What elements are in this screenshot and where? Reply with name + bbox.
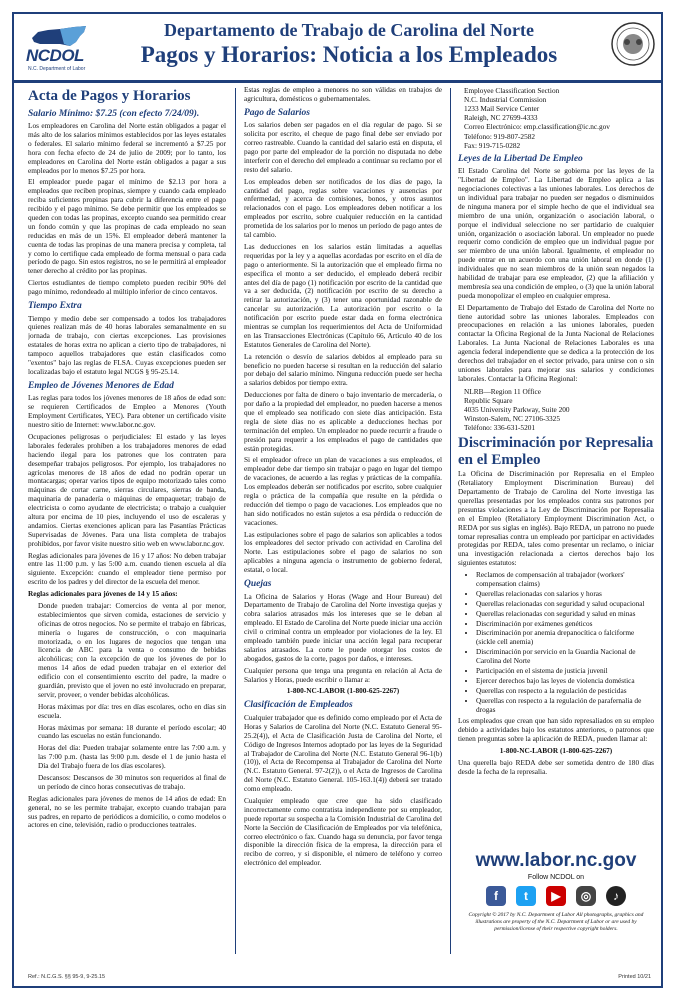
list-item: • Querellas relacionadas con seguridad y salud en minas [476,610,654,619]
podcast-icon[interactable]: ♪ [606,886,626,906]
paragraph: Los empleados deben ser notificados de los días de pago, la cantidad del pago, reglas sobre vacaciones y ausencias por enfermedad, y acerca de comisiones, bonos, y otros asuntos relacionados con el pago. Los empleadores deben notificar a los empleados por escrito, sobre cualquier reducción en la cantidad prometida de los salarios por lo menos un período de pago antes de tal cambio. [244,176,442,240]
list-item: • Querellas con respecto a la regulación de parafernalia de drogas [476,697,654,715]
subheading-pago-salarios: Pago de Salarios [244,107,310,118]
paragraph: Descansos: Descansos de 30 minutos son requeridos al final de un período de cinco horas consecutivas de trabajo. [38,773,226,791]
paragraph: Ciertos estudiantes de tiempo completo pueden recibir 90% del pago mínimo, redondeado al múltiplo inferior de cinco centavos. [28,278,226,297]
subheading-tiempo-extra: Tiempo Extra [28,301,82,311]
paragraph: La retención o desvío de salarios debidos al empleado para su beneficio no pueden hacerse si resultan en la reducción del salario por debajo del salario mínimo. Ninguna reducción puede ser hecha a salarios debidos por tiempo extra. [244,351,442,388]
address-line: NLRB—Region 11 Office [464,386,542,396]
address-line: N.C. Industrial Commission [464,95,547,105]
paragraph: Tiempo y medio debe ser compensado a todos los trabajadores quienes realizan más de 40 horas laborales semanalmente en su jornada de trabajo, con ciertas excepciones. Las provisiones estatales de horas extra no aplican a cierto tipo de trabajadores, ni tampoco aquellos trabajadores que están clasificados como "exentos" bajo las reglas de FLSA. Cuyas excepciones pueden ser localizadas bajo el estatuto legal NCGS § 95-25.14. [28,313,226,376]
list-item: • Discriminación por anemia drepanocítica o falciforme (sickle cell anemia) [476,629,654,647]
address-block-nlrb [458,387,654,433]
address-line: Teléfono: 336-631-5201 [464,423,536,433]
facebook-icon[interactable]: f [486,886,506,906]
paragraph: Ocupaciones peligrosas o perjudiciales: El estado y las leyes laborales federales prohíben a los trabajadores menores de edad haciendo ilegal para los patrones que los contraten para desempeñar trabajos peligrosos. Por ejemplo, los trabajadores no agrícolas menores de 18 años de edad no podrán operar un montacargas; operar varios tipos de equipo motorizado tales como máquinas de cortar carne, sierras circulares, sierras de banda, maquinaria de panadería o máquinas de empaquetar; trabajo de electricista o como ayudante de electricista; o trabajo a cualquier altura por encima de 10 pies, incluyendo el uso de escaleras y andamios. Ciertas exenciones aplican para las Pasantías Prácticas Supervisadas de Jóvenes. Para una lista completa de trabajos prohibidos, por favor visite nuestro sitio web en www.labor.nc.gov. [28,431,226,548]
column-2 [244,86,442,962]
address-line: 1233 Mail Service Center [464,104,540,114]
address-line: Republic Square [464,395,513,405]
address-line: 4035 University Parkway, Suite 200 [464,404,570,414]
column-divider [235,88,236,954]
paragraph: Una querella bajo REDA debe ser sometida dentro de 180 días desde la fecha de la represalia. [458,757,654,776]
poster [12,12,663,988]
column-3 [458,86,654,962]
follow-label: Follow NCDOL on [527,874,585,881]
phone-number: 1-800-NC-LABOR (1-800-625-2267) [499,746,613,756]
paragraph: La Oficina de Discriminación por Represalia en el Empleo (Retaliatory Employment Discrimination Bureau) del Departamento de Trabajo de Carolina del Norte investiga las querellas presentadas por los empleados contra sus patronos por presuntas violaciones a la Ley de Discriminación por Represalia en el Empleo (Retaliatory Employment Discrimination Act, o REDA por sus siglas en inglés). Bajo REDA, un patrono no puede tomar represalias contra un empleado por participar en actividades protegidas por REDA, tales como presentar un reclamo, o iniciar una investigación relacionada a ciertos derechos bajo los siguientes estatutos: [458,469,654,568]
address-block-classification [458,86,654,150]
page-title: Pagos y Horarios: Noticia a los Empleados [140,42,558,67]
column-1 [28,86,226,962]
paragraph: Los empleadores en Carolina del Norte están obligados a pagar el más alto de los salarios mínimos establecidos por las leyes estatales o federales. El salario mínimo federal se incrementó a $7.25 por hora con fecha efecto de 24 de julio de 2009; por lo tanto, los empleadores en Carolina del Norte están obligados a pagar a sus empleados por lo menos $7.25 por hora. [28,121,226,175]
address-line: Fax: 919-715-0282 [464,140,521,150]
paragraph: Donde pueden trabajar: Comercios de venta al por menor, establecimientos que sirven comida, estaciones de servicio y oficinas de otros negocios. No se permite el trabajo en fábricas, minería o lugares de construcción, o con maquinaria motorizada, o en los lugares de negocios que tengan una licencia de ABC para la venta o consumo de bebidas alcohólicas; con la excepción de que los jóvenes de por lo menos 14 años de edad pueden trabajar en el exterior del edificio con el consentimiento escrito del padre, la madre o guardián, previsto que el joven no esté involucrado en preparar, servir, proveer, o vender bebidas alcohólicas. [38,600,226,699]
logo-subtitle: N.C. Department of Labor [28,66,86,72]
paragraph: Horas máximas por día: tres en días escolares, ocho en días sin escuela. [38,701,226,720]
paragraph: La Oficina de Salarios y Horas (Wage and Hour Bureau) del Departamento de Trabajo de Carolina del Norte investiga quejas y cobra salarios atrasados más los intereses que se le deban al empleado. El Estado de Carolina del Norte puede iniciar una acción civil o criminal contra un empleador por violaciones de la ley. El empleado también puede iniciar una acción legal para recuperar salarios atrasados. La corte le puede otorgar los costos de abogados, gastos de la corte, pagos por daños, e intereses. [244,591,442,663]
paragraph: Horas máximas por semana: 18 durante el período escolar; 40 cuando las escuelas no están funcionando. [38,722,226,741]
department-name: Departamento de Trabajo de Carolina del Norte [164,20,534,40]
list-item: • Reclamos de compensación al trabajador (workers' compensation claims) [476,571,654,589]
logo-text: NCDOL [26,46,84,65]
subheading-libertad-empleo: Leyes de la Libertad De Empleo [458,153,583,164]
paragraph: Cualquier trabajador que es definido como empleado por el Acta de Horas y Salarios de Carolina del Norte (N.C. Estatuto General 95-25.2(4)), el Acta de Clasificación Justa de Carolina del Norte, el Código de Ingresos Internos adoptado por las leyes de la Seguridad al Trabajador de Carolina del Norte (N.C. Estatuto General 96-1(b) (10)), el Acta de Recompensa al Trabajador de Carolina del Norte (N.C. Estatuto General. 97-2(2)), o el Acta de Ingresos de Carolina del Norte (N.C. Estatuto General. 105-163.1(4)) deberá ser tratado como empleado. [244,712,442,794]
phone-number: 1-800-NC-LABOR (1-800-625-2267) [286,686,400,696]
footer-reference: Ref.: N.C.G.S. §§ 95-9, 9-25.15 [28,974,106,980]
ncdol-logo [24,24,90,74]
list-item: • Discriminación por servicio en la Guardia Nacional de Carolina del Norte [476,648,654,666]
web-and-social-block [458,850,654,933]
paragraph: El empleador puede pagar el mínimo de $2.13 por hora a empleados que reciben propinas, siempre y cuando cada empleado reciba suficientes propinas para cubrir la diferencia entre el pago recibido y el pago mínimo. Se debe permitir que los empleados se queden con todas las propinas, excepto cuando sea permitido crear un fondo común y que las propinas de cada empleado no sean reducidas en más de un 15%. El empleador deberá mantener la cuenta de todas las propinas de una manera precisa y completa, tal y como lo certifique cada empleado de forma mensual o para cada período de pago. Sin estos registros, no se le permitirá al empleador tener derecho al crédito por las propinas. [28,177,226,276]
subheading-salario-minimo: Salario Mínimo: $7.25 (con efecto 7/24/09). [28,108,200,119]
address-line: Employee Classification Section [464,86,560,95]
address-line: Correo Electrónico: emp.classification@ic.nc.gov [464,122,610,132]
website-link[interactable]: www.labor.nc.gov [475,850,637,871]
youtube-icon[interactable]: ▶ [546,886,566,906]
subheading-quejas: Quejas [244,579,272,589]
list-item: • Querellas relacionadas con seguridad y salud ocupacional [476,600,654,609]
paragraph: Los empleados que crean que han sido represaliados en su empleo debido a actividades bajo los estatutos anteriores, o patronos que tienen preguntas sobre la aplicación de REDA, pueden llamar al: [458,716,654,744]
paragraph: El Departamento de Trabajo del Estado de Carolina del Norte no tiene autoridad sobre las uniones laborales. Empleados con preocupaciones en relación a las uniones laborales, pueden contactar la Oficina Regional de la Junta Nacional de Relaciones Laborales. La Junta Nacional de Relaciones Laborales es una agencia federal independiente que se dedica a la protección de los derechos del trabajador en el sector privado, para unirse con o sin uniones laborales para mejorar sus salarios y condiciones laborales. Contactar la Oficina Regional: [458,302,654,383]
address-line: Raleigh, NC 27699-4333 [464,113,538,123]
list-item: • Participación en el sistema de justicia juvenil [476,667,654,676]
paragraph: Cualquier empleado que cree que ha sido clasificado incorrectamente como contratista independiente por su empleador, puede reportar su sospecha a la Comisión Industrial de Carolina del Norte la Sección de Clasificación de Empleados por vía telefónica, correo electrónico o fax. Cuando haga su denuncia, por favor tenga disponible la dirección física de la empresa, la dirección para el recibo de correo, y si disponible, el número de teléfono y correo electrónico del empleador. [244,795,442,868]
section-heading-discriminacion: Discriminación por Represalia en el Empleo [458,435,654,468]
list-item: • Querellas con respecto a la regulación de pesticidas [476,687,654,696]
paragraph: Las reglas para todos los jóvenes menores de 18 años de edad son: se requieren Certificados de Empleo a Menores (Youth Employment Certificates, YEC). Para obtener un certificado visite nuestro sitio de Internet: www.labor.nc.gov. [28,393,226,430]
header-divider [14,80,663,83]
nc-map-icon [30,24,88,48]
paragraph: Cualquier persona que tenga una pregunta en relación al Acta de Salarios y Horas, puede escribir o llamar a: [244,665,442,684]
statutes-list [476,571,654,714]
paragraph: Reglas adicionales para jóvenes de 14 y 15 años: [28,589,178,599]
paragraph: Los salarios deben ser pagados en el día regular de pago. Si se solicita por escrito, el cheque de pago final debe ser enviado por correo rastreable. Cuando la cantidad del salario está en disputa, el pago por parte del empleador de la porción no disputada no debe interferir con el derecho del empleado a continuar su reclamo por el resto del salario. [244,120,442,174]
paragraph: Deducciones por falta de dinero o bajo inventario de mercadería, o por daño a la propiedad del empleador, no pueden hacerse a menos que el empleado sea notificado con siete días anticipación. Esta regla de siete días no es aplicable a deducciones hechas por terminación del empleo. Un empleador no puede recurrir a fraude o presión para requerir a los empleados el pago de cantidades que están protegidas. [244,390,442,453]
paragraph: Si el empleador ofrece un plan de vacaciones a sus empleados, el empleador debe dar tiempo sin trabajar o pago en lugar del tiempo de vacaciones, de acuerdo a las reglas y prácticas de la compañía. Los empleados deberán ser notificados por escrito, sobre cualquier regla o práctica de la compañía que resulte en la pérdida o reducción del tiempo o pago de vacaciones. Los empleados que no han sido notificados no están sujetos a esa pérdida o reducción de vacaciones. [244,455,442,527]
paragraph: Las deducciones en los salarios están limitadas a aquellas requeridas por la ley y a aquellas acordadas por escrito en el día de pago o anteriormente. Si la autorización que el empleado firma no específica el monto a ser deducido, el empleado deberá recibir antes del día de pago (1) notificación por escrito de la cantidad que va a ser deducida, (2) notificación por escrito de su derecho a retirar la autorización, y (3) tener una oportunidad razonable de cancelar su autorización. La autorización por escrito o la notificación por escrito puede estar dada en forma electrónica mientras se cumplan los requerimientos del Acta de Uniformidad en las Transacciones Electrónicas (Capítulo 66, Artículo 40 de los Estatutos Generales de Carolina del Norte). [244,241,442,349]
footer-printed: Printed 10/21 [618,974,651,980]
twitter-icon[interactable]: t [516,886,536,906]
column-divider [450,88,451,954]
paragraph: Reglas adicionales para jóvenes de 16 y 17 años: No deben trabajar entre las 11:00 p.m. y las 5:00 a.m. cuando tienen escuela al día siguiente. Excepción: cuando el empleador tiene permiso por escrito de los padres y del director de la escuela del menor. [28,550,226,587]
subheading-jovenes: Empleo de Jóvenes Menores de Edad [28,380,174,391]
section-heading-acta: Acta de Pagos y Horarios [28,88,191,104]
list-item: • Discriminación por exámenes genéticos [476,620,654,629]
header [14,14,663,80]
list-item: • Ejercer derechos bajo las leyes de violencia doméstica [476,677,654,686]
address-line: Teléfono: 919-807-2582 [464,131,536,141]
social-icons [458,886,654,906]
subheading-clasificacion: Clasificación de Empleados [244,700,353,711]
paragraph: El Estado Carolina del Norte se gobierna por las leyes de la "Libertad de Empleo". La Libertad de Empleo aplica a las negociaciones colectivas a las uniones laborales. Los derechos de un individual para trabajar no pueden ser negados o disminuidos de ninguna manera por el simple hecho de que el individual sea miembro de una unión, organización o asociación laboral, o porque el individual seleccione no ser partidario de cualquier unión, organización o asociación laboral. Un empleador no puede requerir como condición de empleo que un individual pague por ser miembro de una unión laboral. Igualmente, el empleador no puede entrar en un acuerdo con una unión laboral en donde (1) individuales que no sean miembros de la unión sean negados la habilidad de trabajar para ese empleador, (2) que la afiliación y membresía sea una condición de empleo, o (3) que la unión laboral pueda monopolizar el empleo en cualquier empresa. [458,166,654,300]
copyright-notice: Copyright © 2017 by N.C. Department of Labor All photographs, graphics and illustrations are property of the N.C. Department of Labor or are used by permission/license of their respective copyright holders. [468,912,644,932]
paragraph: Estas reglas de empleo a menores no son válidas en trabajos de agricultura, domésticos o gubernamentales. [244,86,442,103]
paragraph: Reglas adicionales para jóvenes de menos de 14 años de edad: En general, no se les permite trabajar, excepto cuando trabajan para sus padres, en reparto de periódicos a domicilio, o como modelos o actores en cine, televisión, radio o producciones teatrales. [28,793,226,830]
list-item: • Querellas relacionadas con salarios y horas [476,590,654,599]
address-line: Winston-Salem, NC 27106-3325 [464,414,560,424]
instagram-icon[interactable]: ◎ [576,886,596,906]
state-seal-icon [611,22,655,66]
paragraph: Las estipulaciones sobre el pago de salarios son aplicables a todos los empleadores del sector privado con actividad en Carolina del Norte. Las estipulaciones sobre el pago de salarios no son aplicables a ninguna agencia o instrumento de gobierno federal, estatal, o local. [244,529,442,575]
paragraph: Horas del día: Pueden trabajar solamente entre las 7:00 a.m. y las 7:00 p.m. (hasta las 9:00 p.m. desde el 1 de junio hasta el Día del Trabajo fuera de los días escolares). [38,743,226,771]
